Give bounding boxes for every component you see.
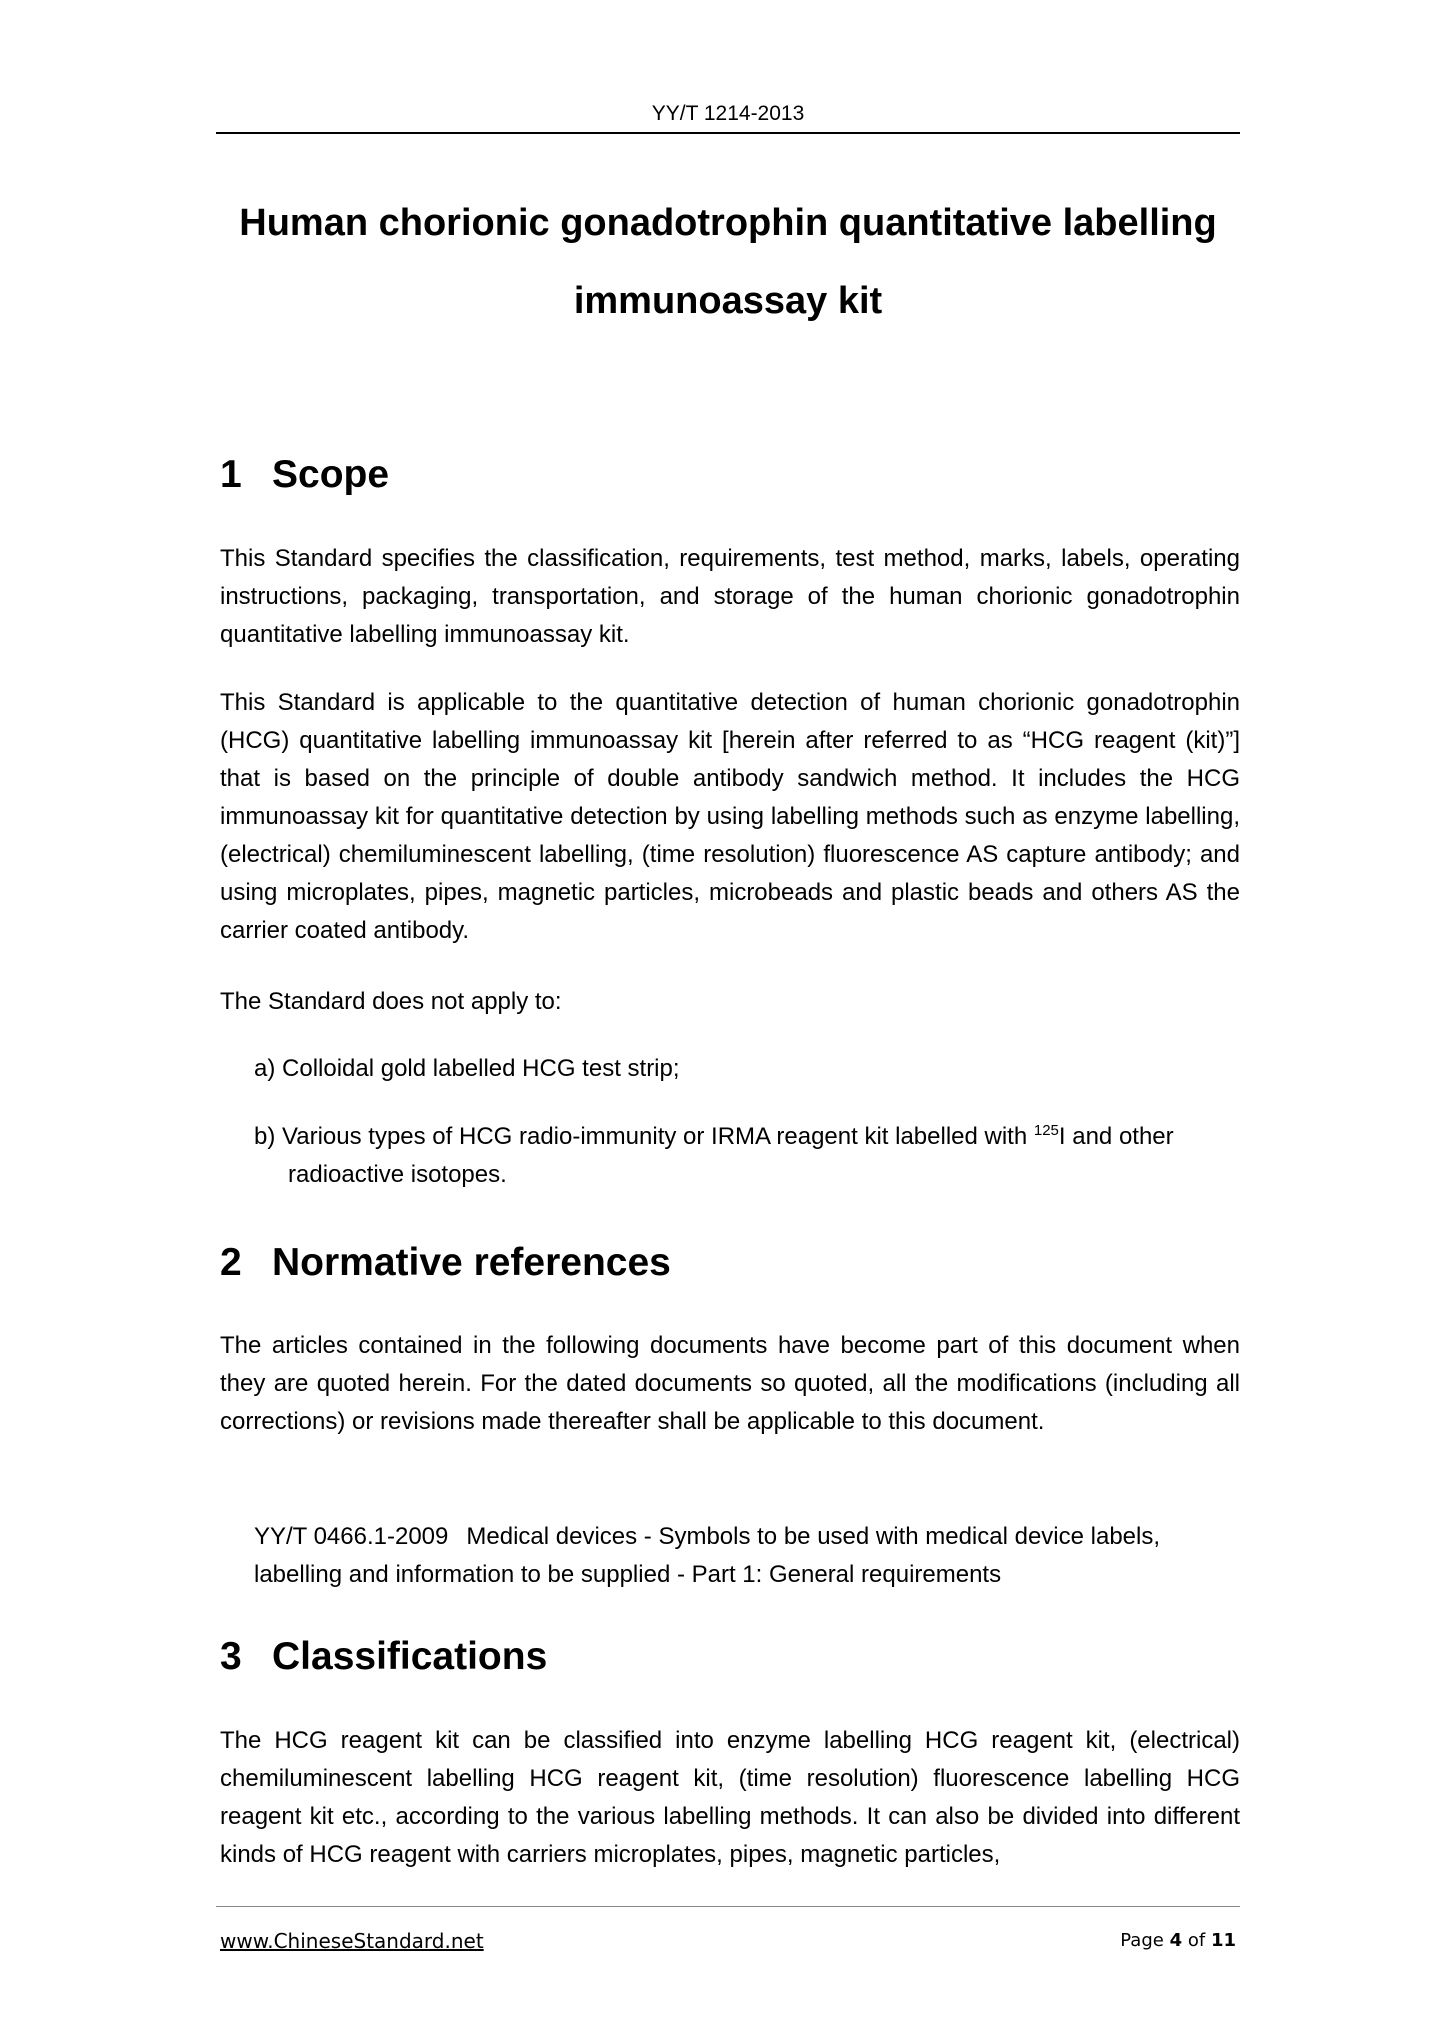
scope-paragraph-1: This Standard specifies the classification, requirements, test method, marks, labels, operating instructions, packaging, transportation, and storage of the human chorionic gonadotrophin quantitative labelling immunoassay kit.: [220, 545, 1240, 648]
normative-reference-entry: [254, 1518, 1240, 1594]
title-line-2: immunoassay kit: [573, 280, 883, 322]
section-heading-normative-references: [220, 1240, 1220, 1286]
standard-code: YY/T 1214-2013: [651, 102, 805, 125]
isotope-superscript: 125: [1033, 1122, 1059, 1139]
reference-title-line-2: labelling and information to be supplied - Part 1: General requirements: [254, 1561, 1002, 1588]
section-title: Scope: [272, 453, 390, 496]
footer-divider: [216, 1906, 1240, 1907]
page-footer: [216, 1924, 1240, 1958]
reference-title-line-1: Medical devices - Symbols to be used with medical device labels,: [466, 1523, 1161, 1550]
page-total: 11: [1210, 1930, 1236, 1951]
page-number: [1120, 1924, 1236, 1958]
page-label: Page: [1120, 1930, 1164, 1951]
document-title: [216, 184, 1240, 340]
section-number: 2: [220, 1241, 242, 1284]
page-current: 4: [1169, 1930, 1183, 1951]
section-title: Normative references: [272, 1241, 671, 1284]
scope-paragraph-2: This Standard is applicable to the quantitative detection of human chorionic gonadotrophin (HCG) quantitative labelling immunoassay kit [herein after referred to as “HCG reagent (kit)”] that is based on the principle of double antibody sandwich method. It includes the HCG immunoassay kit for quantitative detection by using labelling methods such as enzyme labelling, (electrical) chemiluminescent labelling, (time resolution) fluorescence AS capture antibody; and using microplates, pipes, magnetic particles, microbeads and plastic beads and others AS the carrier coated antibody.: [220, 689, 1240, 944]
classifications-paragraph-1: The HCG reagent kit can be classified into enzyme labelling HCG reagent kit, (electrical) chemiluminescent labelling HCG reagent kit, (time resolution) fluorescence labelling HCG reagent kit etc., according to the various labelling methods. It can also be divided into different kinds of HCG reagent with carriers microplates, pipes, magnetic particles,: [220, 1727, 1240, 1868]
section-title: Classifications: [272, 1635, 548, 1678]
reference-code: YY/T 0466.1-2009: [254, 1523, 449, 1550]
website-link[interactable]: www.ChineseStandard.net: [220, 1929, 484, 1953]
page-of: of: [1187, 1930, 1206, 1951]
item-b-text: b) Various types of HCG radio-immunity or IRMA reagent kit labelled with: [254, 1123, 1034, 1150]
page-header: [216, 100, 1240, 134]
exclusion-item-b: [254, 1118, 1240, 1194]
section-number: 1: [220, 453, 242, 496]
item-b-text-end: I and other: [1058, 1123, 1174, 1150]
exclusion-item-a: a) Colloidal gold labelled HCG test strip;: [254, 1055, 680, 1082]
section-heading-scope: [220, 452, 1220, 498]
title-line-1: Human chorionic gonadotrophin quantitative labelling: [239, 202, 1217, 244]
section-number: 3: [220, 1635, 242, 1678]
item-b-continuation: radioactive isotopes.: [288, 1161, 507, 1188]
normative-paragraph-1: The articles contained in the following documents have become part of this document when they are quoted herein. For the dated documents so quoted, all the modifications (including all corrections) or revisions made thereafter shall be applicable to this document.: [220, 1332, 1240, 1435]
section-heading-classifications: [220, 1634, 1220, 1680]
scope-paragraph-3: The Standard does not apply to:: [220, 988, 562, 1015]
